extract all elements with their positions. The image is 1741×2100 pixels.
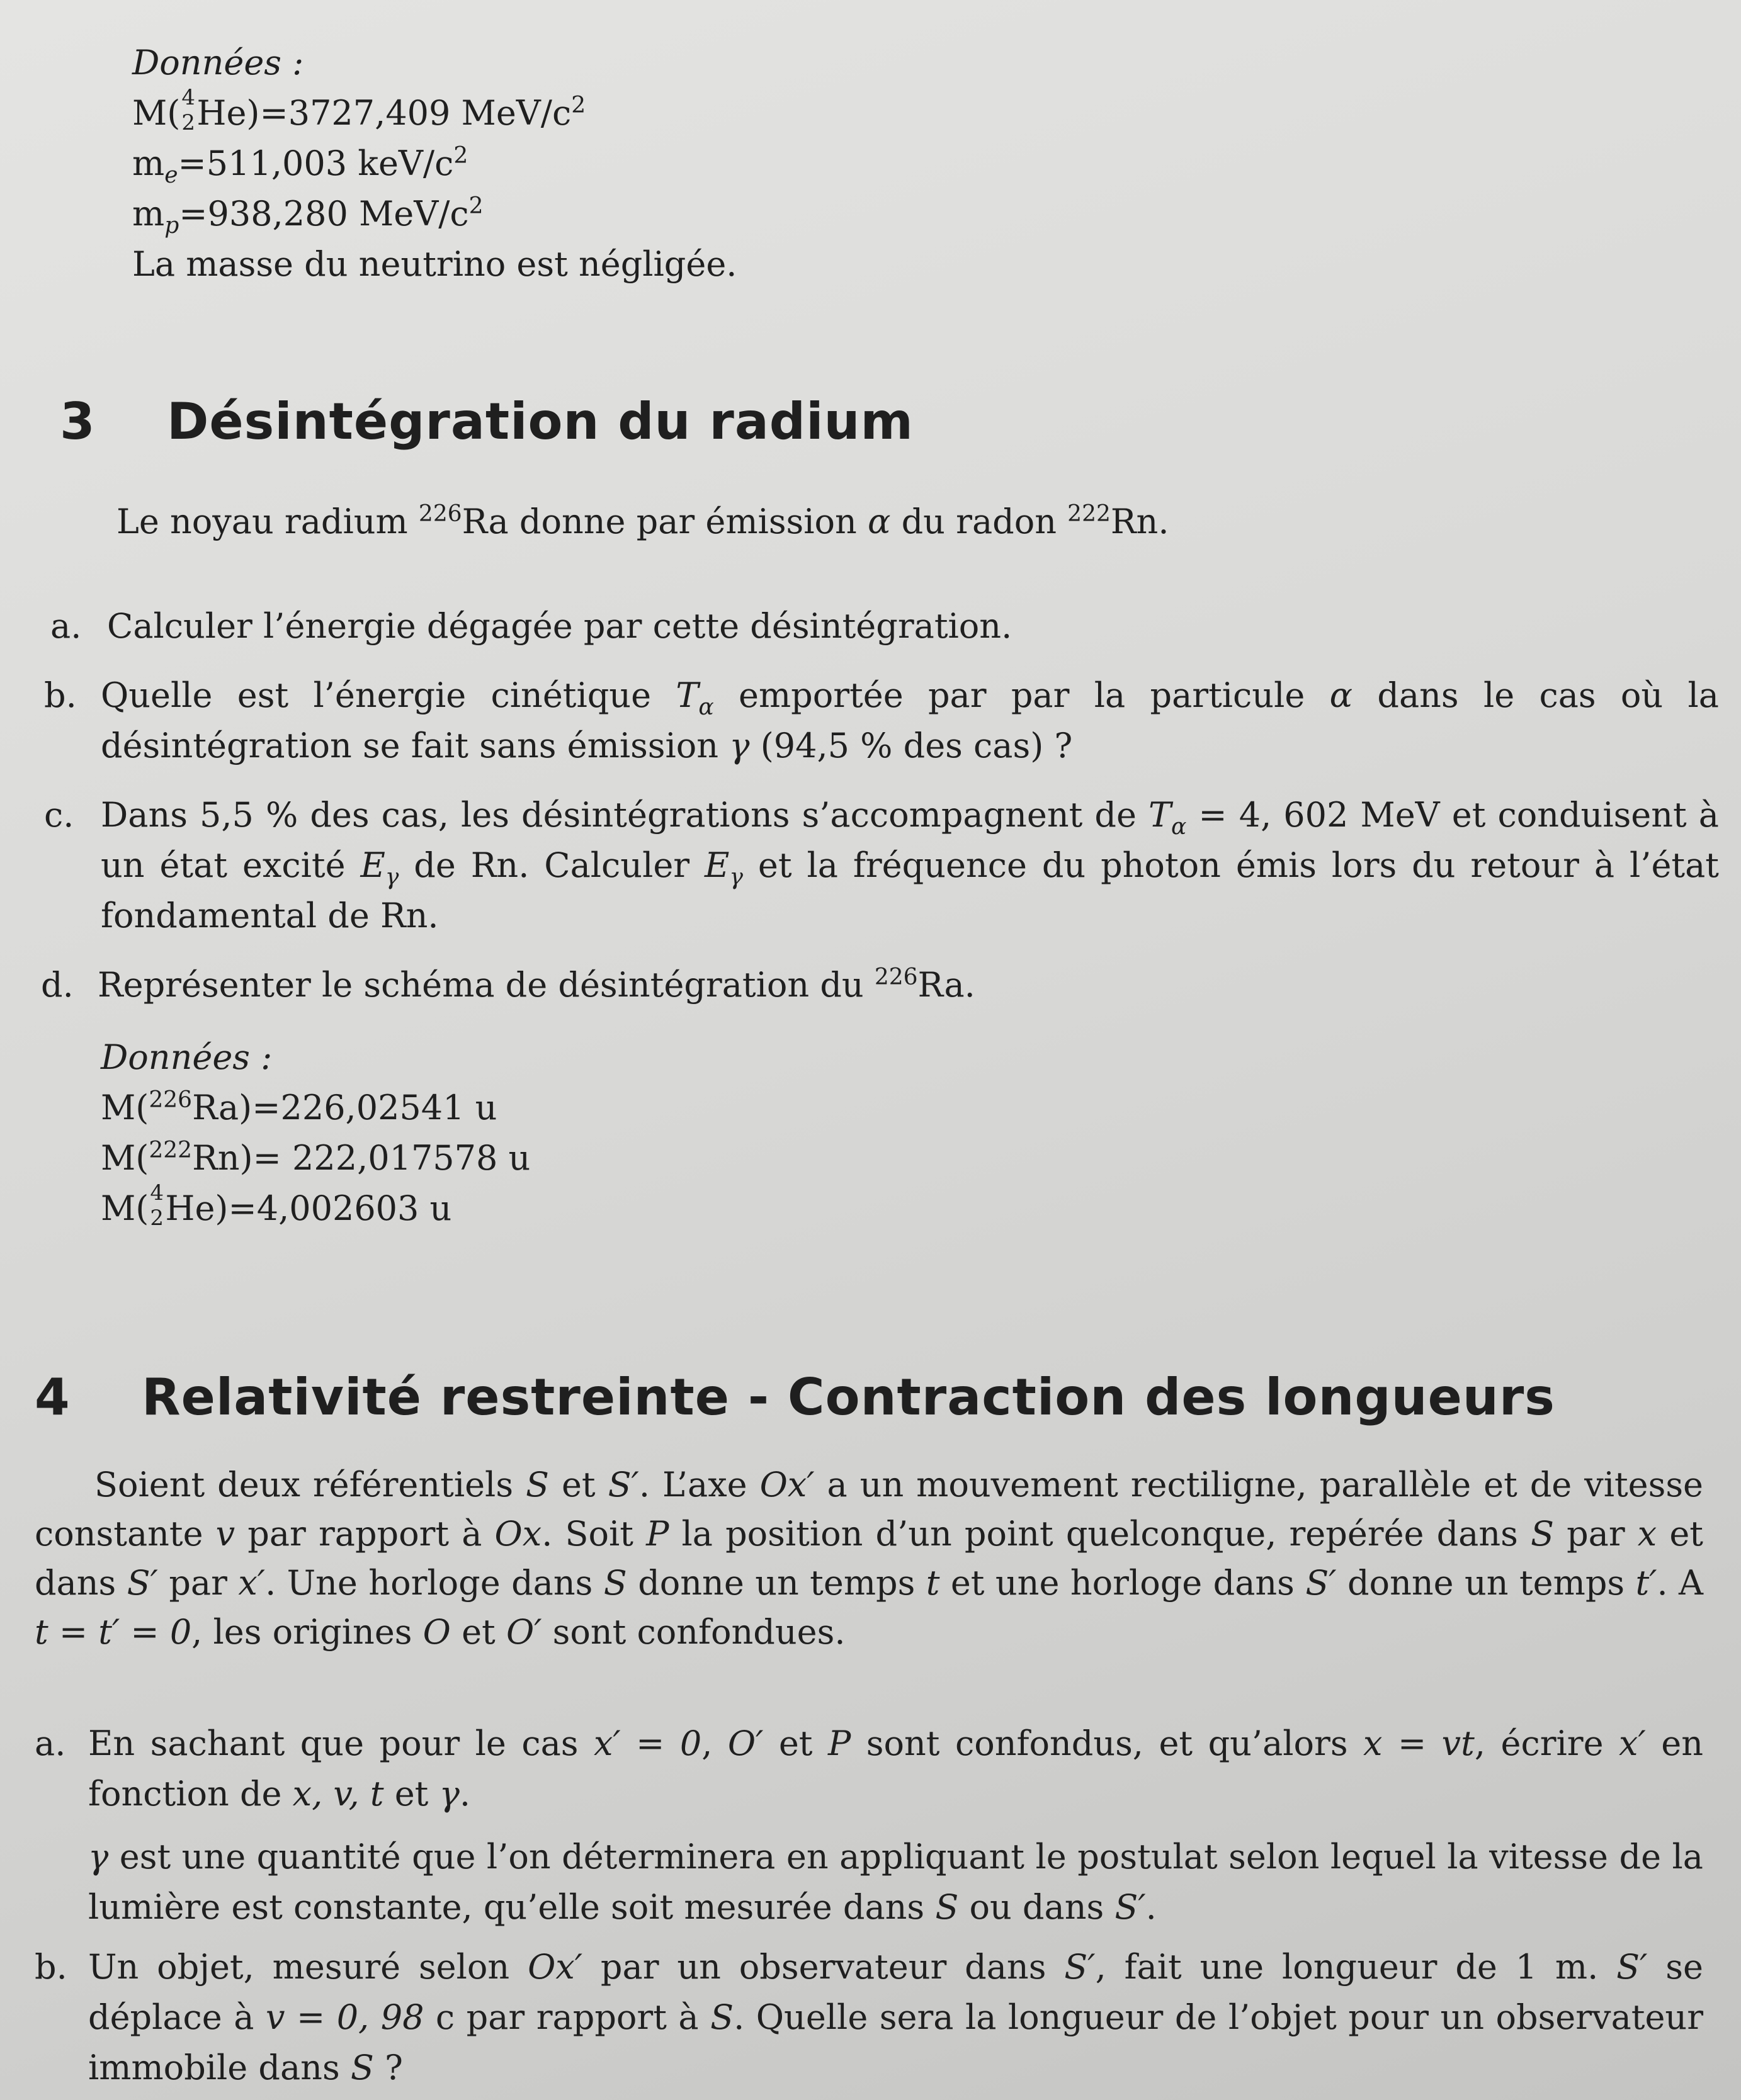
subscript: α — [698, 694, 714, 720]
mass-number: 226 — [418, 501, 462, 527]
nuclide-index — [180, 85, 196, 135]
var: O′ — [506, 1612, 542, 1652]
section-4-heading — [35, 1366, 1555, 1429]
var: x′ — [238, 1563, 266, 1603]
data-line — [132, 189, 737, 239]
subscript: γ — [385, 864, 399, 890]
text: ? — [373, 2048, 403, 2087]
item-note — [88, 1832, 1703, 1933]
var: S′ — [1064, 1947, 1096, 1987]
text: M( — [101, 1188, 149, 1228]
text: par — [157, 1563, 239, 1603]
text: . A — [1657, 1563, 1704, 1603]
text: Rn. — [1110, 502, 1169, 541]
data-line — [132, 85, 737, 138]
text: . Soit — [542, 1514, 647, 1554]
text: Ra)=226,02541 u — [192, 1088, 497, 1127]
text: par rapport à — [235, 1514, 495, 1554]
var: S′ — [608, 1465, 639, 1504]
text: En sachant que pour le cas — [88, 1724, 594, 1763]
data-block-2 — [101, 1032, 530, 1234]
data-line — [101, 1133, 530, 1183]
text: sont confondus, et qu’alors — [851, 1724, 1364, 1763]
question-3d — [41, 960, 1716, 1010]
subscript: p — [164, 212, 179, 239]
text: . L’axe — [638, 1465, 760, 1504]
var: S′ — [1616, 1947, 1648, 1987]
text: =511,003 keV/c — [178, 144, 454, 183]
equation: x = vt — [1363, 1724, 1475, 1763]
text: ou dans — [958, 1887, 1115, 1927]
var: Ox — [494, 1514, 542, 1554]
text: =938,280 MeV/c — [179, 194, 469, 234]
text: et — [450, 1612, 506, 1652]
text: sont confondues. — [542, 1612, 846, 1652]
text: (94,5 % des cas) ? — [749, 726, 1073, 765]
var: O′ — [727, 1724, 764, 1763]
nuclide-index — [149, 1180, 165, 1231]
item-letter: d. — [41, 965, 74, 1005]
mass-number: 4 — [181, 85, 195, 110]
text: c par rapport à — [424, 1997, 711, 2037]
text: et dans — [35, 1514, 1703, 1603]
text: par un observateur dans — [582, 1947, 1065, 1987]
mass-number: 4 — [150, 1180, 164, 1205]
var: P — [827, 1724, 851, 1763]
subscript: γ — [729, 864, 743, 890]
item-letter: a. — [35, 1724, 66, 1763]
var: S — [710, 1997, 734, 2037]
text: donne un temps — [627, 1563, 926, 1603]
atomic-number: 2 — [181, 110, 195, 135]
mass-number: 222 — [1067, 501, 1111, 527]
item-text — [101, 670, 1719, 771]
var: Ox′ — [759, 1465, 815, 1504]
gamma-symbol: γ — [439, 1774, 460, 1814]
text: et — [763, 1724, 828, 1763]
text: , — [701, 1724, 728, 1763]
text: . — [459, 1774, 471, 1814]
text: Soient deux référentiels — [94, 1465, 526, 1504]
alpha-symbol: α — [867, 502, 891, 541]
text: dans le cas où la désintégration se fait sans émission — [101, 675, 1719, 765]
text: par — [1553, 1514, 1638, 1554]
text: Dans 5,5 % des cas, les désintégrations s’accompagnent de — [101, 795, 1149, 835]
item-letter: a. — [50, 606, 82, 646]
var: x — [1637, 1514, 1657, 1554]
var: S — [1530, 1514, 1554, 1554]
text: a un mouvement rectiligne, parallèle et de vitesse constante — [35, 1465, 1704, 1554]
section-title: Relativité restreinte - Contraction des longueurs — [142, 1368, 1555, 1426]
question-3b — [44, 670, 1719, 771]
var-T: T — [1148, 795, 1172, 835]
text: en fonction de — [88, 1724, 1703, 1814]
var: S — [350, 2048, 374, 2087]
mass-number: 222 — [149, 1138, 193, 1163]
question-3c — [44, 790, 1719, 941]
item-text — [98, 960, 1716, 1010]
text: est une quantité que l’on déterminera en appliquant le postulat selon lequel la vitesse de la lumière est constante, qu’elle soit mesurée dans — [88, 1837, 1703, 1927]
data-line — [101, 1083, 530, 1133]
var: x′ — [1619, 1724, 1646, 1763]
item-text — [88, 1719, 1703, 1819]
equation: v = 0, 98 — [265, 1997, 424, 2037]
text: Le noyau radium — [116, 502, 419, 541]
var: O — [422, 1612, 451, 1652]
text: emportée par par la particule — [713, 675, 1330, 715]
subscript: e — [164, 162, 178, 188]
data-line: La masse du neutrino est négligée. — [132, 244, 737, 284]
text: Un objet, mesuré selon — [88, 1947, 528, 1987]
section-3-intro — [116, 497, 1628, 546]
var: x, v, t — [292, 1774, 384, 1814]
var-T: T — [676, 675, 699, 715]
section-number: 4 — [35, 1368, 71, 1426]
text: . — [1145, 1887, 1157, 1927]
item-text — [88, 1942, 1703, 2093]
item-text: Calculer l’énergie dégagée par cette désintégration. — [107, 606, 1012, 646]
gamma-symbol: γ — [729, 726, 750, 765]
data-line — [132, 138, 737, 189]
text: Représenter le schéma de désintégration du — [98, 965, 875, 1005]
var: S — [603, 1563, 627, 1603]
section-title: Désintégration du radium — [167, 392, 914, 451]
text: Rn)= 222,017578 u — [192, 1138, 531, 1178]
text: M( — [101, 1088, 149, 1127]
text: et la fréquence du photon émis lors du retour à l’état fondamental de Rn. — [101, 845, 1720, 935]
text: m — [132, 144, 165, 183]
section-3-heading — [60, 390, 914, 453]
text: M( — [132, 93, 181, 133]
data-line — [101, 1180, 530, 1234]
text: la position d’un point quelconque, repérée dans — [669, 1514, 1531, 1554]
text: Ra donne par émission — [462, 502, 868, 541]
var: t — [926, 1563, 940, 1603]
data-title: Données : — [132, 43, 304, 82]
var: S — [526, 1465, 549, 1504]
subscript: α — [1171, 813, 1187, 840]
var: v — [215, 1514, 235, 1554]
item-letter: b. — [35, 1947, 67, 1987]
text: m — [132, 194, 165, 234]
text: se déplace à — [88, 1947, 1703, 2037]
text: et une horloge dans — [939, 1563, 1306, 1603]
mass-number: 226 — [149, 1087, 193, 1113]
item-letter: b. — [44, 675, 77, 715]
text: , fait une longueur de 1 m. — [1095, 1947, 1617, 1987]
exponent: 2 — [453, 143, 468, 169]
item-text — [101, 790, 1719, 941]
var: S′ — [127, 1563, 158, 1603]
atomic-number: 2 — [150, 1205, 164, 1231]
text: M( — [101, 1138, 149, 1178]
text: et — [549, 1465, 608, 1504]
text: donne un temps — [1336, 1563, 1636, 1603]
var: t′ — [1635, 1563, 1657, 1603]
question-4b — [35, 1942, 1703, 2093]
mass-number: 226 — [874, 964, 918, 990]
gamma-symbol: γ — [88, 1837, 109, 1877]
exponent: 2 — [468, 193, 484, 219]
text: He)=4,002603 u — [165, 1188, 452, 1228]
text: et — [383, 1774, 440, 1814]
var: Ox′ — [528, 1947, 583, 1987]
data-title: Données : — [101, 1037, 273, 1077]
var: S′ — [1305, 1563, 1337, 1603]
var: S′ — [1114, 1887, 1146, 1927]
question-3a — [50, 601, 1700, 652]
text: = 4, 602 MeV et conduisent à un état excité — [101, 795, 1719, 885]
text: de Rn. Calculer — [399, 845, 705, 885]
data-block-1 — [132, 38, 737, 290]
text: , les origines — [191, 1612, 423, 1652]
var: P — [646, 1514, 669, 1554]
text: Quelle est l’énergie cinétique — [101, 675, 676, 715]
text: , écrire — [1474, 1724, 1619, 1763]
var: S — [935, 1887, 959, 1927]
text: Ra. — [917, 965, 975, 1005]
text: . Une horloge dans — [265, 1563, 604, 1603]
text: du radon — [890, 502, 1068, 541]
var-E: E — [705, 845, 730, 885]
text: . Quelle sera la longueur de l’objet pour un observateur immobile dans — [88, 1997, 1704, 2087]
equation: x′ = 0 — [593, 1724, 702, 1763]
exponent: 2 — [571, 93, 586, 118]
equation: t = t′ = 0 — [35, 1612, 192, 1652]
question-4a — [35, 1719, 1703, 1933]
item-letter: c. — [44, 795, 74, 835]
section-number: 3 — [60, 392, 96, 451]
alpha-symbol: α — [1329, 675, 1353, 715]
text: He)=3727,409 MeV/c — [196, 93, 572, 133]
section-4-intro — [35, 1460, 1703, 1657]
var-E: E — [360, 845, 385, 885]
